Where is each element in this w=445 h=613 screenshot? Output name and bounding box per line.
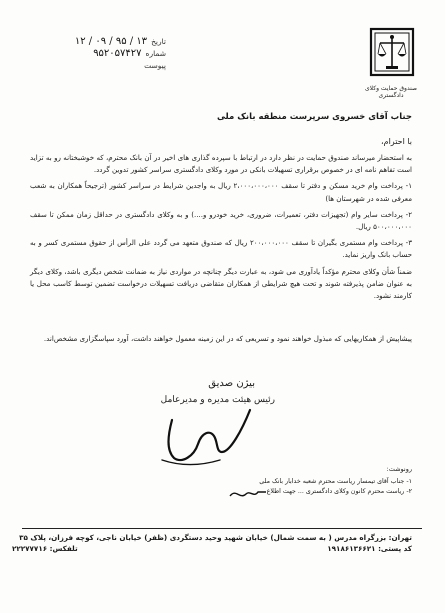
footer-divider bbox=[22, 528, 422, 529]
body-item-2: ۲- پرداخت سایر وام (تجهیزات دفتر، تعمیرات، ضروری، خرید خودرو و....) و به وکلای دادگستری در حداقل زمان ممکن تا سقف ۵۰۰،۰۰۰،۰۰۰ ریال. bbox=[30, 209, 412, 232]
footer-address: تهران: بزرگراه مدرس ( به سمت شمال) خیابان شهید وحید دستگردی (ظفر) خیابان ناجی، کوچه فرزان، پلاک ۳۵ bbox=[19, 533, 412, 542]
letter-meta bbox=[46, 36, 166, 72]
body-paragraph: به استحضار میرساند صندوق حمایت در نظر دارد در ارتباط با سپرده گذاری های اخیر در آن بانک محترم، که خوشبختانه رو به تزاید است تفاهم نامه ای در خصوص برقراری تسهیلات بانکی در مورد وکلای دادگستری سراسر کشور تدوین گردد. bbox=[30, 153, 412, 175]
postal-code-label: کد پستی: bbox=[378, 544, 412, 553]
number-row bbox=[46, 48, 166, 60]
addressee: جناب آقای خسروی سرپرست منطقه بانک ملی bbox=[216, 112, 412, 122]
fax-value: ۲۲۲۷۷۷۱۶ bbox=[12, 544, 48, 553]
greeting: با احترام، bbox=[381, 137, 412, 146]
date-label: تاریخ bbox=[151, 37, 166, 46]
scales-of-justice-logo bbox=[365, 26, 419, 82]
footer bbox=[12, 532, 412, 554]
body-note: ضمناً شأن وکلای محترم مؤکداً یادآوری می شود، به عبارت دیگر چنانچه در مواردی نیاز به ضمانت شخص دیگری باشد، وکلای دیگر به عنوان ضامن پذیرفته شوند و تحت هیچ شرایطی از همکاران متقاضی دریافت تسهیلات درخواست تضمین توسط کاسب محل یا کارمند نشود. bbox=[30, 266, 412, 301]
handwritten-signature bbox=[150, 400, 260, 470]
letter-body bbox=[30, 152, 412, 306]
cc-title: رونوشت: bbox=[386, 465, 412, 473]
closing-text: پیشاپیش از همکاریهایی که مبذول خواهند نمود و تسریعی که در این زمینه معمول خواهند داشت، آورد سپاسگزاری مشخص‌اند. bbox=[43, 334, 412, 343]
organization-name: صندوق حمایت وکلای دادگستری bbox=[364, 85, 418, 99]
postal-code bbox=[327, 543, 412, 554]
date-value: ۱۳ / ۹۵ / ۰۹ / ۱۲ bbox=[74, 36, 148, 47]
fax bbox=[12, 543, 78, 554]
attachment-label: پیوست bbox=[144, 61, 166, 70]
cc-item-2: ۲- ریاست محترم کانون وکلای دادگستری ... جهت اطلاع bbox=[266, 488, 412, 495]
cc-item-1: ۱- جناب آقای تیمسار ریاست محترم شعبه خدابار بانک ملی bbox=[259, 478, 412, 485]
fax-label: تلفکس: bbox=[49, 544, 78, 553]
footer-contact bbox=[12, 543, 412, 554]
cc-list bbox=[132, 477, 412, 497]
body-item-1: ۱- پرداخت وام خرید مسکن و دفتر تا سقف ۲،۰۰۰،۰۰۰،۰۰۰ ریال به واجدین شرایط در سراسر کشور (ترجیحاً همکاران به شعب معرفی شده در شهرستان ها) bbox=[30, 181, 413, 203]
signer-title: رئیس هیئت مدیره و مدیرعامل bbox=[160, 395, 275, 405]
body-item-3: ۳- پرداخت وام مستمری بگیران تا سقف ۲۰۰،۰۰۰،۰۰۰ ریال که صندوق متعهد می گردد علی الرأس از حقوق مستمری کسر و به حساب بانک واریز نماید. bbox=[30, 238, 412, 260]
attachment-row bbox=[46, 60, 166, 72]
number-value: ۹۵۲۰۵۷۴۲۷ bbox=[93, 48, 142, 59]
number-label: شماره bbox=[145, 49, 166, 58]
date-row bbox=[46, 36, 166, 48]
postal-code-value: ۱۹۱۸۶۱۳۶۶۲۱ bbox=[327, 544, 376, 553]
signer-name: بیژن صدیق bbox=[208, 378, 255, 389]
initials-signature bbox=[228, 486, 268, 502]
